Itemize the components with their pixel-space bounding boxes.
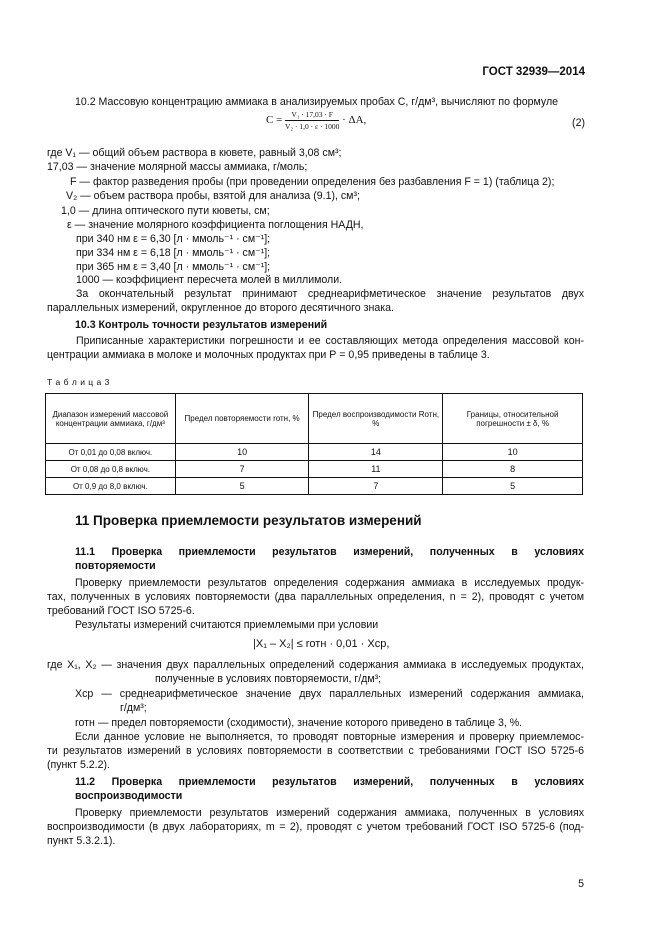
table-cell: 5 bbox=[175, 478, 309, 495]
table-cell: 5 bbox=[443, 478, 583, 495]
table-cell: От 0,01 до 0,08 включ. bbox=[46, 444, 176, 461]
where-item: F — фактор разведения пробы (при проведении определения без разбавления F = 1) (таблица 2); bbox=[70, 176, 555, 188]
table-row bbox=[46, 461, 583, 478]
formula-denominator: V₂ · 1,0 · ε · 1000 bbox=[285, 122, 340, 131]
section-11-1-heading-cont: повторяемости bbox=[75, 560, 156, 572]
table-header-cell: Границы, относительной погрешности ± δ, % bbox=[443, 394, 583, 444]
table-header-row bbox=[46, 394, 583, 444]
where-item: rотн — предел повторяемости (сходимости), значение которого приведено в таблице 3, %. bbox=[75, 717, 523, 729]
formula-lhs: C = bbox=[266, 114, 283, 127]
paragraph-line: тах, полученных в условиях повторяемости (два параллельных определения, n = 2), проводят с учетом bbox=[47, 591, 584, 603]
where-item: 17,03 — значение молярной массы аммиака, г/моль; bbox=[47, 161, 308, 173]
paragraph-line: требований ГОСТ ISO 5725-6. bbox=[47, 605, 195, 617]
where-item: при 340 нм ε = 6,30 [л · ммоль⁻¹ · см⁻¹]; bbox=[76, 233, 271, 245]
paragraph-line: (пункт 5.2.2). bbox=[47, 759, 110, 771]
where-item: V₂ — объем раствора пробы, взятой для анализа (9.1), см³; bbox=[66, 190, 360, 202]
paragraph-line: Результаты измерений считаются приемлемыми при условии bbox=[75, 619, 379, 631]
section-10-3-heading: 10.3 Контроль точности результатов измерений bbox=[75, 319, 328, 331]
table-row bbox=[46, 444, 583, 461]
table-3 bbox=[45, 393, 583, 495]
paragraph-line: пункт 5.3.2.1). bbox=[47, 835, 116, 847]
acceptance-condition: |X₁ – X₂| ≤ rотн · 0,01 · Xср, bbox=[253, 638, 390, 650]
section-11-1-heading: 11.1 Проверка приемлемости результатов измерений, полученных в условиях bbox=[75, 546, 584, 558]
table-header-cell: Диапазон измерений массовой концентрации аммиака, г/дм³ bbox=[46, 394, 176, 444]
where-item: ε — значение молярного коэффициента поглощения НАДН, bbox=[67, 219, 364, 231]
paragraph-line: Если данное условие не выполняется, то проводят повторные измерения и проверку приемлемос- bbox=[75, 731, 584, 743]
paragraph-line: Проверку приемлемости результатов измерений содержания аммиака, полученных в условиях bbox=[75, 807, 584, 819]
table-header-cell: Предел повторяемости rотн, % bbox=[175, 394, 309, 444]
table-cell: 8 bbox=[443, 461, 583, 478]
formula-numerator: V₁ · 17,03 · F bbox=[285, 110, 339, 121]
where-item: 1,0 — длина оптического пути кюветы, см; bbox=[61, 205, 270, 217]
where-item: полученные в условиях повторяемости, г/дм³; bbox=[155, 673, 382, 685]
where-item: где V₁ — общий объем раствора в кювете, равный 3,08 см³; bbox=[47, 147, 342, 159]
paragraph-line: За окончательный результат принимают среднеарифметическое значение результатов двух bbox=[76, 288, 584, 300]
paragraph-line: ти результатов измерений в условиях повторяемости в соответствии с требованиями ГОСТ ISO 5725-6 bbox=[47, 745, 584, 757]
table-cell: 7 bbox=[175, 461, 309, 478]
formula-number: (2) bbox=[572, 117, 585, 129]
where-item: при 334 нм ε = 6,18 [л · ммоль⁻¹ · см⁻¹]; bbox=[76, 247, 271, 259]
table-cell: 10 bbox=[175, 444, 309, 461]
formula-rhs: · ΔA, bbox=[342, 114, 367, 127]
table-cell: 10 bbox=[443, 444, 583, 461]
section-11-2-heading-cont: воспроизводимости bbox=[75, 790, 183, 802]
table-row bbox=[46, 478, 583, 495]
where-item: 1000 — коэффициент пересчета молей в миллимоли. bbox=[76, 274, 343, 286]
table-caption: Т а б л и ц а 3 bbox=[47, 377, 110, 387]
formula-fraction bbox=[285, 110, 339, 131]
standard-number: ГОСТ 32939—2014 bbox=[482, 66, 585, 78]
table-cell: 14 bbox=[309, 444, 443, 461]
where-item: где X₁, X₂ — значения двух параллельных определений содержания аммиака в исследуемых продуктах, bbox=[47, 659, 584, 671]
section-11-2-heading: 11.2 Проверка приемлемости результатов измерений, полученных в условиях bbox=[75, 776, 584, 788]
paragraph-line: Приписанные характеристики погрешности и ее составляющих метода определения массовой кон- bbox=[76, 335, 584, 347]
where-item: г/дм³; bbox=[120, 702, 147, 714]
page-number: 5 bbox=[578, 878, 584, 890]
paragraph-line: Проверку приемлемости результатов определения содержания аммиака в исследуемых продук- bbox=[75, 577, 584, 589]
table-cell: 7 bbox=[309, 478, 443, 495]
table-header-cell: Предел воспроизводимости Rотн, % bbox=[309, 394, 443, 444]
section-11-heading: 11 Проверка приемлемости результатов измерений bbox=[75, 513, 422, 528]
table-cell: От 0,08 до 0,8 включ. bbox=[46, 461, 176, 478]
paragraph-line: воспроизводимости (в двух лабораториях, m = 2), проводят с учетом требований ГОСТ ISO 5725-6 (под- bbox=[47, 821, 584, 833]
formula-2 bbox=[266, 110, 366, 131]
paragraph-line: центрации аммиака в молоке и молочных продуктах при Р = 0,95 приведены в таблице 3. bbox=[47, 349, 490, 361]
table-cell: 11 bbox=[309, 461, 443, 478]
where-item: при 365 нм ε = 3,40 [л · ммоль⁻¹ · см⁻¹]; bbox=[76, 261, 271, 273]
table-cell: От 0,9 до 8,0 включ. bbox=[46, 478, 176, 495]
paragraph-line: параллельных измерений, округленное до второго десятичного знака. bbox=[47, 302, 394, 314]
section-10-2-intro: 10.2 Массовую концентрацию аммиака в анализируемых пробах С, г/дм³, вычисляют по формуле bbox=[75, 96, 559, 108]
where-item: Xср — среднеарифметическое значение двух параллельных измерений содержания аммиака, bbox=[75, 688, 584, 700]
